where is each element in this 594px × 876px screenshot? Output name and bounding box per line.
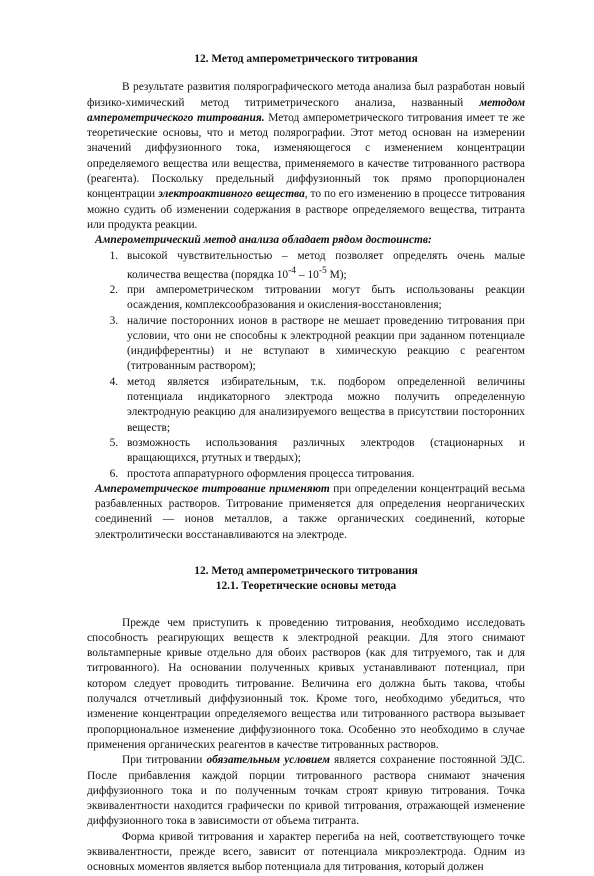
term-emphasis: электроактивного вещества	[158, 188, 305, 201]
list-item: 1. высокой чувствительностью – метод позволяет определять очень малые количества вещества (порядка $10^{-4} - 10^{-5}$ М);	[121, 249, 525, 283]
theory-paragraph: Прежде чем приступить к проведению титрования, необходимо исследовать способность реагирующих веществ к электродной реакции. Для этого снимают вольтамперные кривые отдельно для обоих растворов (как для титруемого, так и для титрованного). На основании полученных кривых устанавливают потенциал, при котором следует проводить титрование. Величина его должна быть такова, чтобы получался отчетливый диффузионный ток. Кроме того, необходимо убедиться, что изменение концентрации определяемого вещества или титрованного раствора вызывает пропорциональное изменение диффузионного тока. Особенно это необходимо в случае применения органических реагентов в качестве титрованных растворов.	[87, 616, 525, 751]
text-run: В результате развития полярографического метода анализа был разработан новый физико-химический метод титриметрического анализа, названный	[87, 81, 525, 109]
advantages-list	[87, 249, 525, 482]
text-run: Метод амперометрического титрования имеет те же теоретические основы, что и метод полярографии. Этот метод основан на измерении значений диффузионного тока, изменяющегося с изменением концентрации определяемого вещества или вещества, применяемого в качестве титрованного раствора (реагента). Поскольку предельный диффузионный ток прямо пропорционален концентрации	[87, 111, 525, 201]
text-run: является сохранение постоянной ЭДС. После прибавления каждой порции титрованного раствора снимают значения диффузионного тока и по полученным точкам строят кривую титрования. Точка эквивалентности находится графически по кривой титрования, отражающей изменение диффузионного тока в зависимости от объема титранта.	[87, 754, 526, 828]
list-item: 3. наличие посторонних ионов в растворе не мешает проведению титрования при условии, что они не способны к электродной реакции при заданном потенциале (индифферентны) и не вступают в химическую реакцию с реагентом (титрованным раствором);	[121, 314, 525, 375]
advantages-lead: Амперометрический метод анализа обладает рядом достоинств:	[95, 234, 432, 247]
text-run: , то по его изменению в процессе титрования можно судить об изменении содержания в растворе определяемого вещества, титранта или продукта реакции.	[87, 188, 525, 231]
list-item: 2. при амперометрическом титровании могут быть использованы реакции осаждения, комплексообразования и окисления-восстановления;	[121, 283, 525, 314]
section-heading: 12. Метод амперометрического титрования	[194, 565, 418, 577]
section-heading: 12. Метод амперометрического титрования	[194, 53, 418, 65]
curve-paragraph: Форма кривой титрования и характер перегиба на ней, соответствующего точке эквивалентности, прежде всего, зависит от потенциала микроэлектрода. Одним из основных моментов является выбор потенциала для титрования, который должен	[87, 830, 525, 874]
document-page	[87, 52, 525, 876]
subsection-heading: 12.1. Теоретические основы метода	[215, 580, 397, 593]
list-item: 6. простота аппаратурного оформления процесса титрования.	[121, 467, 525, 482]
list-item: 5. возможность использования различных электродов (стационарных и вращающихся, ртутных и твердых);	[121, 436, 525, 467]
term-emphasis: методом амперометрического титрования.	[87, 96, 525, 124]
term-emphasis: Амперометрическое титрование применяют	[95, 482, 330, 495]
application-paragraph	[87, 482, 525, 543]
intro-paragraph	[87, 80, 525, 233]
text-run: при определении концентраций весьма разбавленных растворов. Титрование применяется для определения неорганических соединений — ионов металлов, а также органических соединений, которые электролитически восстанавливаются на электроде.	[95, 482, 525, 541]
text-run: При титровании	[122, 754, 207, 767]
term-emphasis: обязательным условием	[206, 754, 330, 767]
list-item: 4. метод является избирательным, т.к. подбором определенной величины потенциала индикаторного электрода можно получить определенную электродную реакцию для анализируемого вещества в присутствии посторонних веществ;	[121, 375, 525, 436]
condition-paragraph	[87, 753, 525, 829]
